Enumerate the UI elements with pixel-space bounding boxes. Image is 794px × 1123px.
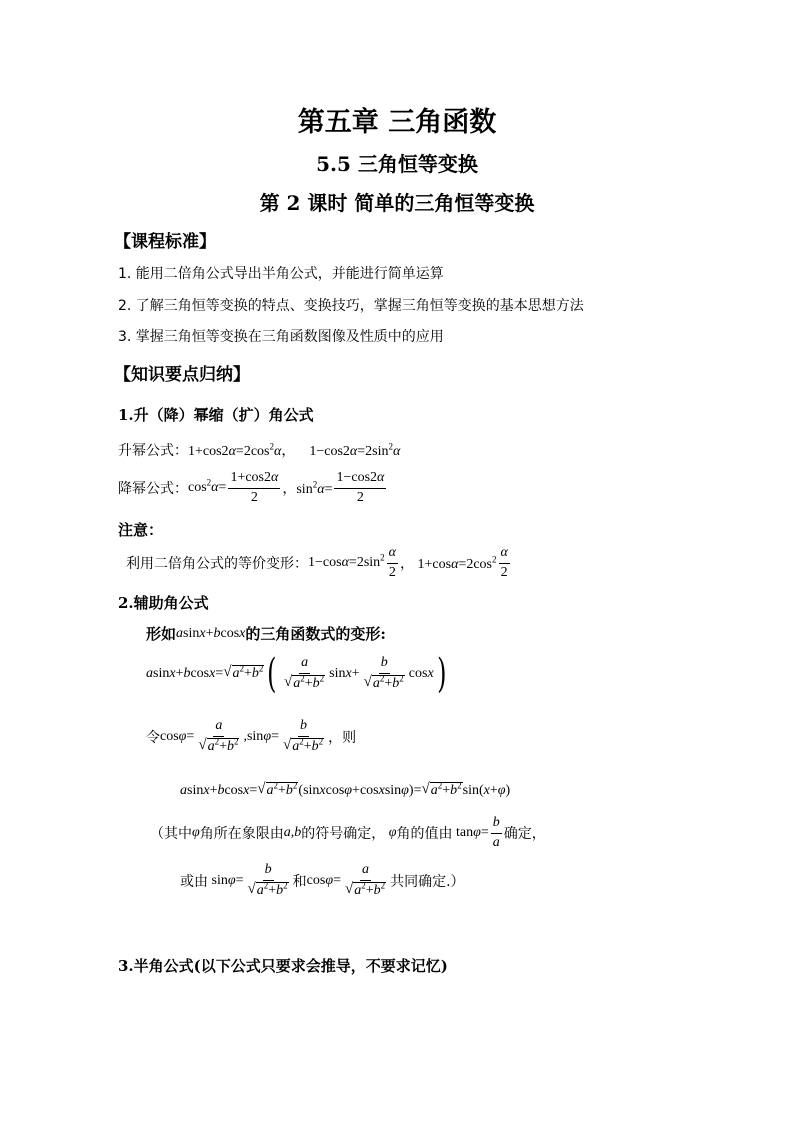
formula: $1-\cos\alpha=2\sin^2$	[308, 552, 385, 571]
formula: ，$\sin^2\alpha=$	[282, 479, 333, 498]
aux-formula-2	[180, 782, 510, 800]
lesson-title: 第 2 课时 简单的三角恒等变换	[259, 191, 535, 215]
phi: φ	[385, 825, 397, 841]
standard-heading: 【课程标准】	[114, 232, 216, 252]
standard-item-1: 1. 能用二倍角公式导出半角公式，并能进行简单运算	[118, 266, 444, 282]
formula: (sinxcosφ+cosxsinφ)=	[298, 782, 422, 798]
lower-label: 降幂公式：	[118, 481, 188, 498]
formula: a,b	[283, 825, 302, 841]
note1-post: 确定，	[503, 826, 546, 843]
paren: (	[267, 651, 277, 697]
fraction: a √ $a^2+b^2$	[344, 862, 386, 898]
formula: ,sinφ=	[243, 728, 279, 744]
fraction: b √ $a^2+b^2$	[282, 718, 324, 754]
standard-item-2: 2. 了解三角恒等变换的特点、变换技巧，掌握三角恒等变换的基本思想方法	[118, 298, 584, 314]
formula: sinφ=	[208, 872, 244, 888]
formula: cosx	[408, 666, 434, 681]
fraction: b √ $a^2+b^2$	[247, 862, 288, 898]
note-formula	[126, 545, 512, 582]
topic3-heading: 3.半角公式(以下公式只要求会推导，不要求记忆)	[118, 957, 448, 975]
note1-mid1: 角所在象限由	[199, 826, 284, 843]
note2-pre: 或由	[180, 873, 208, 890]
note-text: 利用二倍角公式的等价变形：	[126, 556, 308, 573]
knowledge-heading: 【知识要点归纳】	[114, 365, 250, 385]
intro-pre: 形如	[146, 625, 177, 643]
formula: cosφ=	[160, 728, 195, 744]
standard-item-3: 3. 掌握三角恒等变换在三角函数图像及性质中的应用	[118, 329, 444, 345]
fraction: $\frac{1+\cos 2\alpha}{2}$	[230, 470, 279, 505]
aux-intro	[146, 623, 386, 644]
note2-post: 共同确定.）	[390, 873, 465, 890]
aux-note-2	[180, 862, 465, 900]
note1-pre: （其中	[150, 826, 192, 843]
aux-note-1	[150, 815, 546, 852]
formula: asinx+bcosx	[176, 625, 246, 641]
intro-post: 的三角函数式的变形:	[245, 625, 386, 643]
formula: asinx+bcosx=	[180, 782, 258, 798]
note1-mid3: 角的值由	[396, 826, 453, 843]
fraction: $\frac{\alpha}{2}$	[388, 545, 397, 580]
formula: sinx+	[329, 666, 360, 681]
aux-formula-1	[146, 651, 449, 697]
formula: sin(x+φ)	[462, 782, 511, 798]
then-label: ，则	[328, 729, 357, 746]
topic1-heading: 1.升（降）幂缩（扩）角公式	[118, 406, 314, 424]
formula: $1+\cos 2\alpha=2\cos^2\alpha$， $1-\cos 2\alpha=2\sin^2\alpha$	[188, 441, 401, 459]
fraction: a √ $a^2+b^2$	[198, 718, 239, 754]
sqrt: √ $a^2+b^2$	[257, 780, 298, 798]
let-label: 令	[146, 729, 160, 746]
formula: ， $1+\cos\alpha=2\cos^2$	[400, 554, 497, 573]
fraction: $\frac{1-\cos 2\alpha}{2}$	[336, 470, 385, 505]
raise-label: 升幂公式：	[118, 443, 188, 459]
note-label: 注意：	[118, 521, 164, 539]
note2-mid: 和	[292, 873, 307, 890]
topic2-heading: 2.辅助角公式	[118, 594, 209, 612]
fraction: $\frac{\alpha}{2}$	[500, 545, 508, 580]
section-subtitle: 5.5 三角恒等变换	[316, 152, 478, 176]
lower-power-formula	[118, 470, 388, 507]
sqrt: √ $a^2+b^2$	[421, 780, 462, 798]
chapter-title: 第五章 三角函数	[297, 107, 497, 138]
formula: asinx+bcosx=	[146, 666, 224, 681]
raise-power-formula	[118, 440, 400, 460]
paren: )	[436, 651, 447, 697]
phi: φ	[192, 825, 200, 841]
note1-mid2: 的符号确定，	[301, 826, 386, 843]
fraction: $\frac{b}{a}$	[492, 815, 500, 850]
fraction: a √ $a^2+b^2$	[284, 655, 325, 691]
formula: $\cos^2\alpha=$	[188, 477, 227, 496]
aux-let	[146, 718, 356, 756]
formula: cosφ=	[306, 872, 341, 888]
sqrt: √ $a^2+b^2$	[223, 663, 264, 682]
formula: tanφ=	[452, 825, 489, 841]
fraction: b √ $a^2+b^2$	[363, 655, 404, 691]
